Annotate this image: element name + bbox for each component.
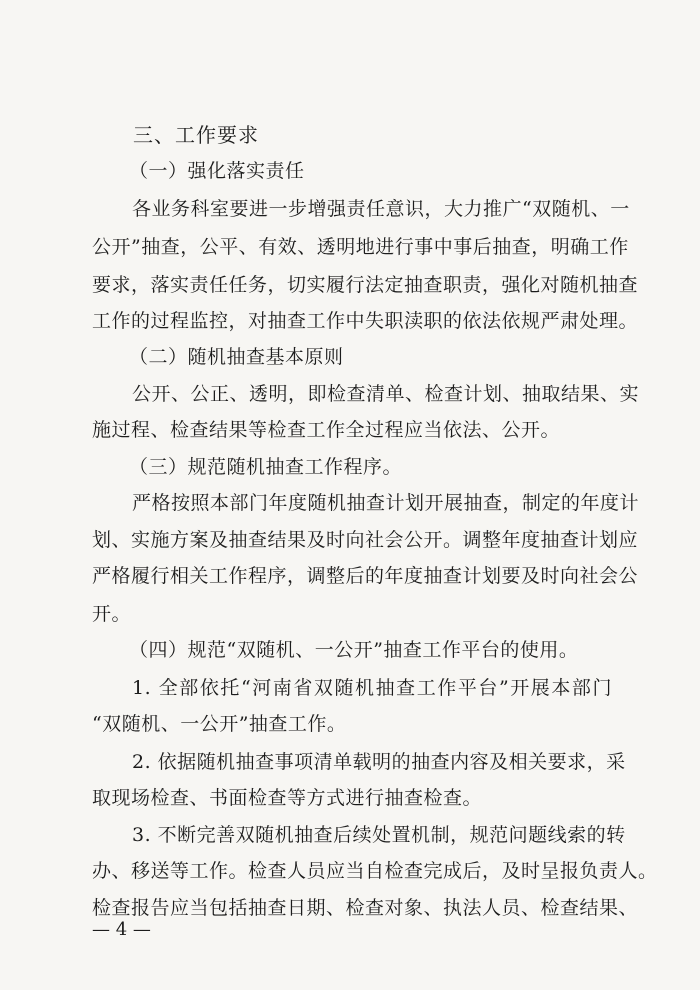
section-heading: 三、工作要求	[133, 123, 259, 147]
list-item-line: 1. 全部依托“河南省双随机抽查工作平台”开展本部门	[132, 677, 612, 699]
paragraph-line: 公开、公正、透明，即检查清单、检查计划、抽取结果、实	[132, 383, 640, 405]
subsection-title-4: （四）规范“双随机、一公开”抽查工作平台的使用。	[129, 639, 579, 661]
subsection-title-1: （一）强化落实责任	[129, 160, 305, 182]
paragraph-line: 严格履行相关工作程序，调整后的年度抽查计划要及时向社会公	[92, 565, 639, 587]
list-item-line: “双随机、一公开”抽查工作。	[92, 713, 347, 735]
paragraph-line: 严格按照本部门年度随机抽查计划开展抽查，制定的年度计	[132, 492, 640, 514]
subsection-title-3: （三）规范随机抽查工作程序。	[129, 456, 403, 478]
paragraph-line: 公开”抽查，公平、有效、透明地进行事中事后抽查，明确工作	[92, 236, 629, 258]
paragraph-line: 划、实施方案及抽查结果及时向社会公开。调整年度抽查计划应	[92, 529, 639, 551]
list-item-line: 取现场检查、书面检查等方式进行抽查检查。	[92, 787, 483, 809]
paragraph-line: 开。	[92, 603, 132, 625]
list-item-line: 2. 依据随机抽查事项清单载明的抽查内容及相关要求，采	[132, 751, 626, 773]
paragraph-line: 要求，落实责任任务，切实履行法定抽查职责，强化对随机抽查	[92, 274, 639, 296]
page-number: — 4 —	[92, 919, 151, 940]
paragraph-line: 施过程、检查结果等检查工作全过程应当依法、公开。	[92, 419, 561, 441]
list-item-line: 检查报告应当包括抽查日期、检查对象、执法人员、检查结果、	[92, 897, 639, 919]
list-item-line: 3. 不断完善双随机抽查后续处置机制，规范问题线索的转	[132, 824, 626, 846]
paragraph-line: 工作的过程监控，对抽查工作中失职渎职的依法依规严肃处理。	[92, 310, 639, 332]
paragraph-line: 各业务科室要进一步增强责任意识，大力推广“双随机、一	[132, 198, 630, 220]
list-item-line: 办、移送等工作。检查人员应当自检查完成后，及时呈报负责人。	[92, 860, 658, 882]
subsection-title-2: （二）随机抽查基本原则	[129, 346, 344, 368]
